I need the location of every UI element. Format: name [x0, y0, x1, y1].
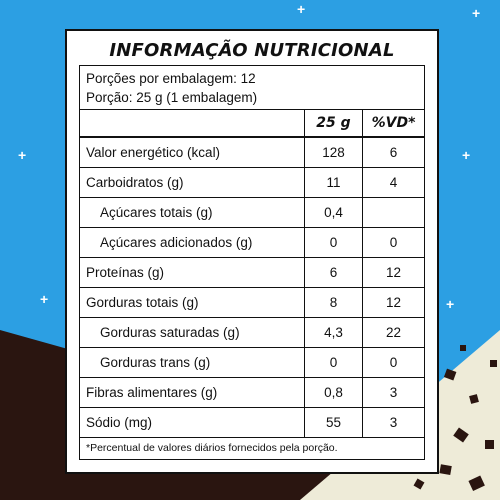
nutrient-name: Açúcares totais (g) [80, 198, 305, 228]
table-row [80, 198, 424, 228]
portion-size: Porção: 25 g (1 embalagem) [86, 90, 258, 105]
nutrient-amount: 0 [305, 348, 363, 378]
nutrient-amount: 0 [305, 228, 363, 258]
nutrient-dv: 3 [363, 378, 425, 408]
nutrient-name: Gorduras trans (g) [80, 348, 305, 378]
table-row [80, 137, 424, 168]
nutrient-amount: 6 [305, 258, 363, 288]
nutrient-name: Carboidratos (g) [80, 168, 305, 198]
nutrient-amount: 11 [305, 168, 363, 198]
nutrition-facts-panel [65, 29, 439, 474]
servings-per-package: Porções por embalagem: 12 [86, 71, 256, 86]
plus-sparkle-icon: + [297, 1, 306, 17]
nutrient-dv: 0 [363, 228, 425, 258]
table-row [80, 288, 424, 318]
nutrient-dv: 6 [363, 137, 425, 168]
serving-info [80, 66, 424, 110]
nutrient-amount: 55 [305, 408, 363, 438]
table-row [80, 228, 424, 258]
plus-sparkle-icon: + [18, 147, 27, 163]
plus-sparkle-icon: + [462, 147, 471, 163]
nutrient-dv: 4 [363, 168, 425, 198]
table-row [80, 318, 424, 348]
nutrient-name: Gorduras totais (g) [80, 288, 305, 318]
plus-sparkle-icon: + [472, 5, 481, 21]
footnote: *Percentual de valores diários fornecidos pela porção. [80, 437, 424, 459]
table-row [80, 258, 424, 288]
header-nutrient [80, 110, 305, 137]
table-row [80, 348, 424, 378]
nutrient-name: Valor energético (kcal) [80, 137, 305, 168]
nutrient-name: Gorduras saturadas (g) [80, 318, 305, 348]
table-row [80, 168, 424, 198]
header-daily-value: %VD* [363, 110, 425, 137]
nutrient-dv: 0 [363, 348, 425, 378]
nutrient-amount: 8 [305, 288, 363, 318]
nutrient-name: Sódio (mg) [80, 408, 305, 438]
nutrient-amount: 128 [305, 137, 363, 168]
nutrient-dv: 22 [363, 318, 425, 348]
panel-title: INFORMAÇÃO NUTRICIONAL [109, 40, 395, 61]
nutrient-dv: 3 [363, 408, 425, 438]
header-amount: 25 g [305, 110, 363, 137]
nutrient-dv [363, 198, 425, 228]
table-row [80, 378, 424, 408]
nutrient-amount: 0,4 [305, 198, 363, 228]
nutrition-table [80, 110, 424, 437]
table-row [80, 408, 424, 438]
nutrient-name: Açúcares adicionados (g) [80, 228, 305, 258]
nutrient-dv: 12 [363, 288, 425, 318]
nutrient-dv: 12 [363, 258, 425, 288]
nutrient-name: Fibras alimentares (g) [80, 378, 305, 408]
nutrient-name: Proteínas (g) [80, 258, 305, 288]
nutrient-amount: 0,8 [305, 378, 363, 408]
nutrient-amount: 4,3 [305, 318, 363, 348]
table-header-row [80, 110, 424, 137]
plus-sparkle-icon: + [446, 296, 455, 312]
nutrition-table-frame [79, 65, 425, 460]
plus-sparkle-icon: + [40, 291, 49, 307]
